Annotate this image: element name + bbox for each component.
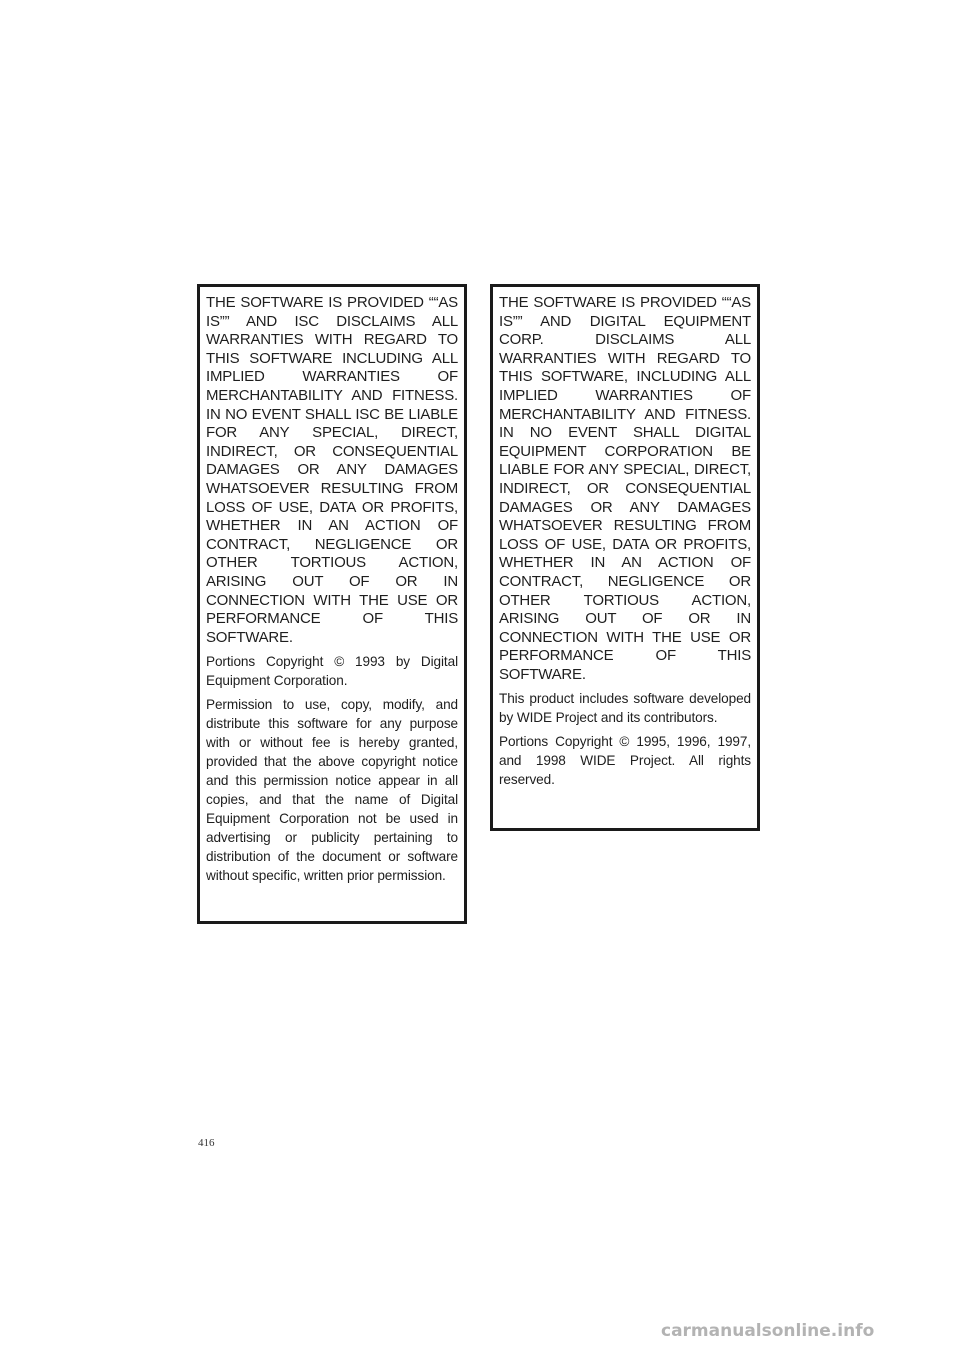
left-license-box: [197, 284, 467, 924]
page-number: 416: [198, 1137, 215, 1149]
wide-copyright-text: Portions Copyright © 1995, 1996, 1997, and 1998 WIDE Project. All rights reserved.: [499, 734, 751, 788]
right-license-box: [490, 284, 760, 831]
watermark-link[interactable]: carmanualsonline.info: [661, 1321, 875, 1341]
dec-copyright-text: Portions Copyright © 1993 by Digital Equipment Corporation.: [206, 654, 458, 689]
dec-disclaimer-text: THE SOFTWARE IS PROVIDED ““AS IS”” AND DIGITAL EQUIPMENT CORP. DISCLAIMS ALL WARRANTIES WITH REGARD TO THIS SOFTWARE, INCLUDING ALL IMPLIED WARRANTIES OF MERCHANTABILITY AND FITNESS. IN NO EVENT SHALL DIGITAL EQUIPMENT CORPORATION BE LIABLE FOR ANY SPECIAL, DIRECT, INDIRECT, OR CONSEQUENTIAL DAMAGES OR ANY DAMAGES WHATSOEVER RESULTING FROM LOSS OF USE, DATA OR PROFITS, WHETHER IN AN ACTION OF CONTRACT, NEGLIGENCE OR OTHER TORTIOUS ACTION, ARISING OUT OF OR IN CONNECTION WITH THE USE OR PERFORMANCE OF THIS SOFTWARE.: [499, 294, 751, 683]
isc-disclaimer-text: THE SOFTWARE IS PROVIDED ““AS IS”” AND ISC DISCLAIMS ALL WARRANTIES WITH REGARD TO THIS SOFTWARE INCLUDING ALL IMPLIED WARRANTIES OF MERCHANTABILITY AND FITNESS. IN NO EVENT SHALL ISC BE LIABLE FOR ANY SPECIAL, DIRECT, INDIRECT, OR CONSEQUENTIAL DAMAGES OR ANY DAMAGES WHATSOEVER RESULTING FROM LOSS OF USE, DATA OR PROFITS, WHETHER IN AN ACTION OF CONTRACT, NEGLIGENCE OR OTHER TORTIOUS ACTION, ARISING OUT OF OR IN CONNECTION WITH THE USE OR PERFORMANCE OF THIS SOFTWARE.: [206, 294, 458, 646]
wide-notice-text: This product includes software developed by WIDE Project and its contributors.: [499, 691, 751, 726]
dec-permission-text: Permission to use, copy, modify, and distribute this software for any purpose with or without fee is hereby granted, provided that the above copyright notice and this permission notice appear in all copies, and that the name of Digital Equipment Corporation not be used in advertising or publicity pertaining to distribution of the document or software without specific, written prior permission.: [206, 697, 458, 884]
